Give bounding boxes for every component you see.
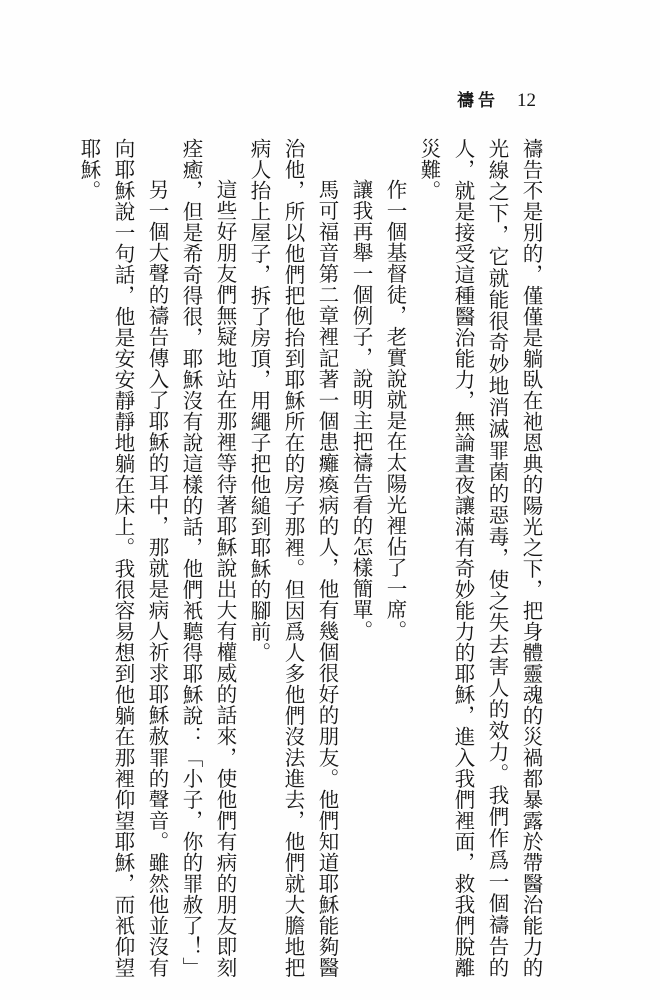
paragraph-1: 禱告不是別的，僅僅是躺臥在祂恩典的陽光之下，把身體靈魂的災禍都暴露於帶醫治能力的光線之下，它就能很奇妙地消滅罪菌的惡毒，使之失去害人的效力。我們作爲一個禱告的人，就是接受這種醫治能力，無論晝夜讓滿有奇妙能力的耶穌，進入我們裡面，救我們脫離災難。 <box>417 138 543 978</box>
paragraph-4: 馬可福音第二章裡記著一個患癱瘓病的人，他有幾個很好的朋友。他們知道耶穌能夠醫治他，所以他們把他抬到耶穌所在的房子那裡。但因爲人多他們沒法進去，他們就大膽地把病人抬上屋子，拆了房頂，用繩子把他縋到耶穌的腳前。 <box>247 138 339 978</box>
page-header <box>457 86 536 112</box>
running-title: 禱告 <box>457 91 499 111</box>
page-number: 12 <box>517 90 536 111</box>
paragraph-3: 讓我再舉一個例子，說明主把禱告看的怎樣簡單。 <box>349 179 373 641</box>
paragraph-5: 這些好朋友們無疑地站在那裡等待著耶穌說出大有權威的話來，使他們有病的朋友即刻痊癒，但是希奇得很，耶穌沒有說這樣的話，他們衹聽得耶穌說：「小子，你的罪赦了！」 <box>179 138 237 978</box>
paragraph-6: 另一個大聲的禱告傳入了耶穌的耳中，那就是病人祈求耶穌赦罪的聲音。雖然他並沒有向耶穌說一句話，他是安安靜靜地躺在床上。我很容易想到他躺在那裡仰望耶穌，而衹仰望耶穌。 <box>77 138 169 978</box>
paragraph-2: 作一個基督徒，老實說就是在太陽光裡佔了一席。 <box>383 179 407 641</box>
vertical-body-text <box>78 138 548 978</box>
